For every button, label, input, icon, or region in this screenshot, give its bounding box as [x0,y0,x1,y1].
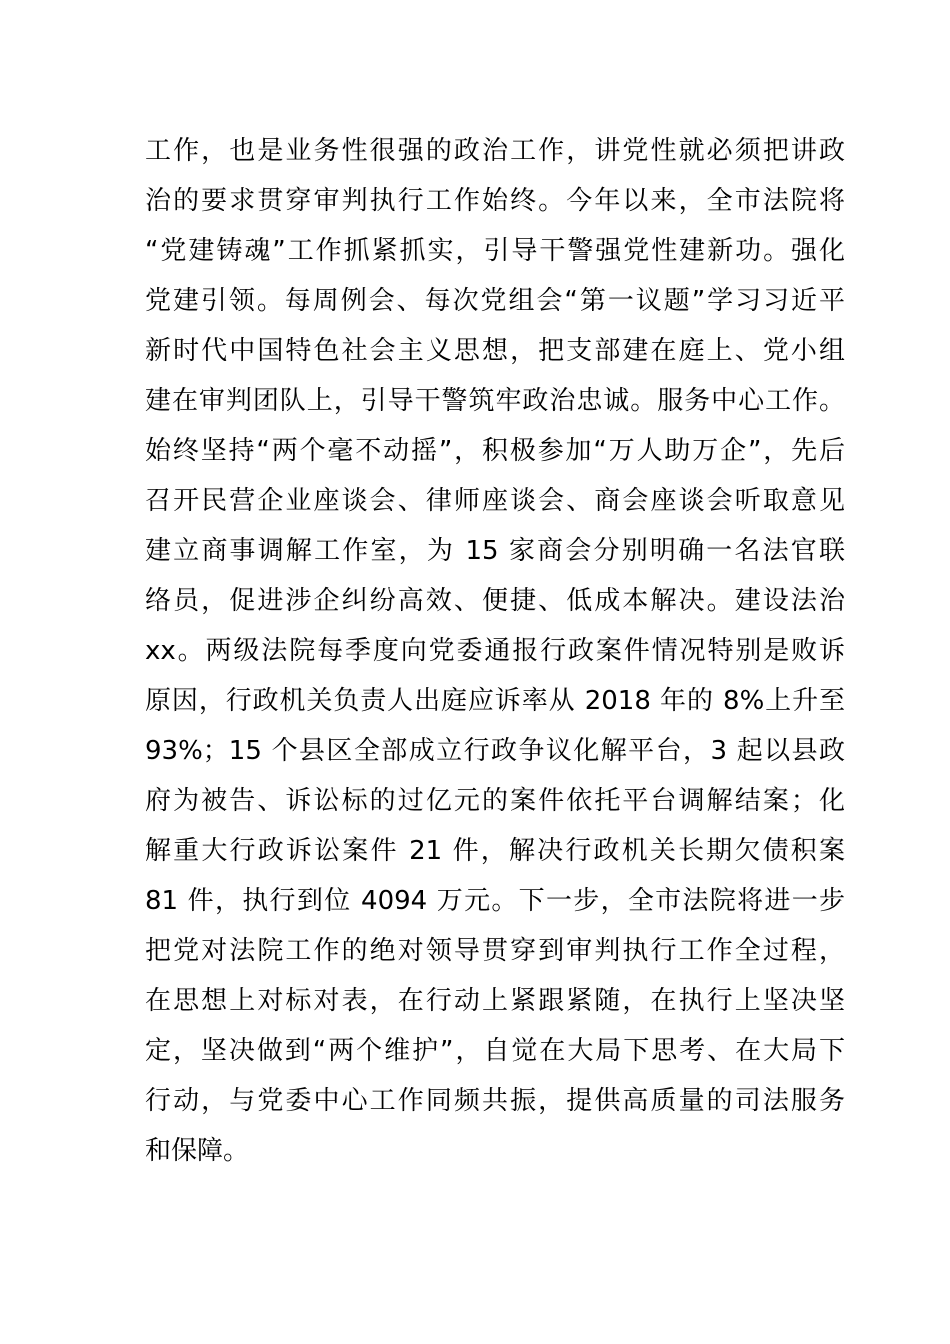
text-line: 原因，行政机关负责人出庭应诉率从 2018 年的 8%上升至 [145,686,845,716]
text-line: 党建引领。每周例会、每次党组会“第一议题”学习习近平 [145,286,845,316]
text-line-last: 和保障。 [145,1136,250,1166]
text-line: 建在审判团队上，引导干警筑牢政治忠诚。服务中心工作。 [145,386,845,416]
text-line: 解重大行政诉讼案件 21 件，解决行政机关长期欠债积案 [145,836,845,866]
text-line: 93%；15 个县区全部成立行政争议化解平台，3 起以县政 [145,736,845,766]
text-line: 治的要求贯穿审判执行工作始终。今年以来，全市法院将 [145,186,845,216]
text-line: 新时代中国特色社会主义思想，把支部建在庭上、党小组 [145,336,845,366]
body-paragraph [145,126,845,1176]
text-line: 始终坚持“两个毫不动摇”，积极参加“万人助万企”，先后 [145,436,845,466]
text-line: 召开民营企业座谈会、律师座谈会、商会座谈会听取意见 [145,486,845,516]
text-line: 工作，也是业务性很强的政治工作，讲党性就必须把讲政 [145,136,845,166]
text-line: 建立商事调解工作室，为 15 家商会分别明确一名法官联 [145,536,845,566]
text-line: 府为被告、诉讼标的过亿元的案件依托平台调解结案；化 [145,786,845,816]
text-line: 定，坚决做到“两个维护”，自觉在大局下思考、在大局下 [145,1036,845,1066]
text-line: xx。两级法院每季度向党委通报行政案件情况特别是败诉 [145,636,845,666]
text-line: 络员，促进涉企纠纷高效、便捷、低成本解决。建设法治 [145,586,845,616]
text-line: 行动，与党委中心工作同频共振，提供高质量的司法服务 [145,1086,845,1116]
text-line: 81 件，执行到位 4094 万元。下一步，全市法院将进一步 [145,886,845,916]
text-line: 把党对法院工作的绝对领导贯穿到审判执行工作全过程， [145,936,845,966]
text-line: “党建铸魂”工作抓紧抓实，引导干警强党性建新功。强化 [145,236,845,266]
text-line: 在思想上对标对表，在行动上紧跟紧随，在执行上坚决坚 [145,986,845,1016]
